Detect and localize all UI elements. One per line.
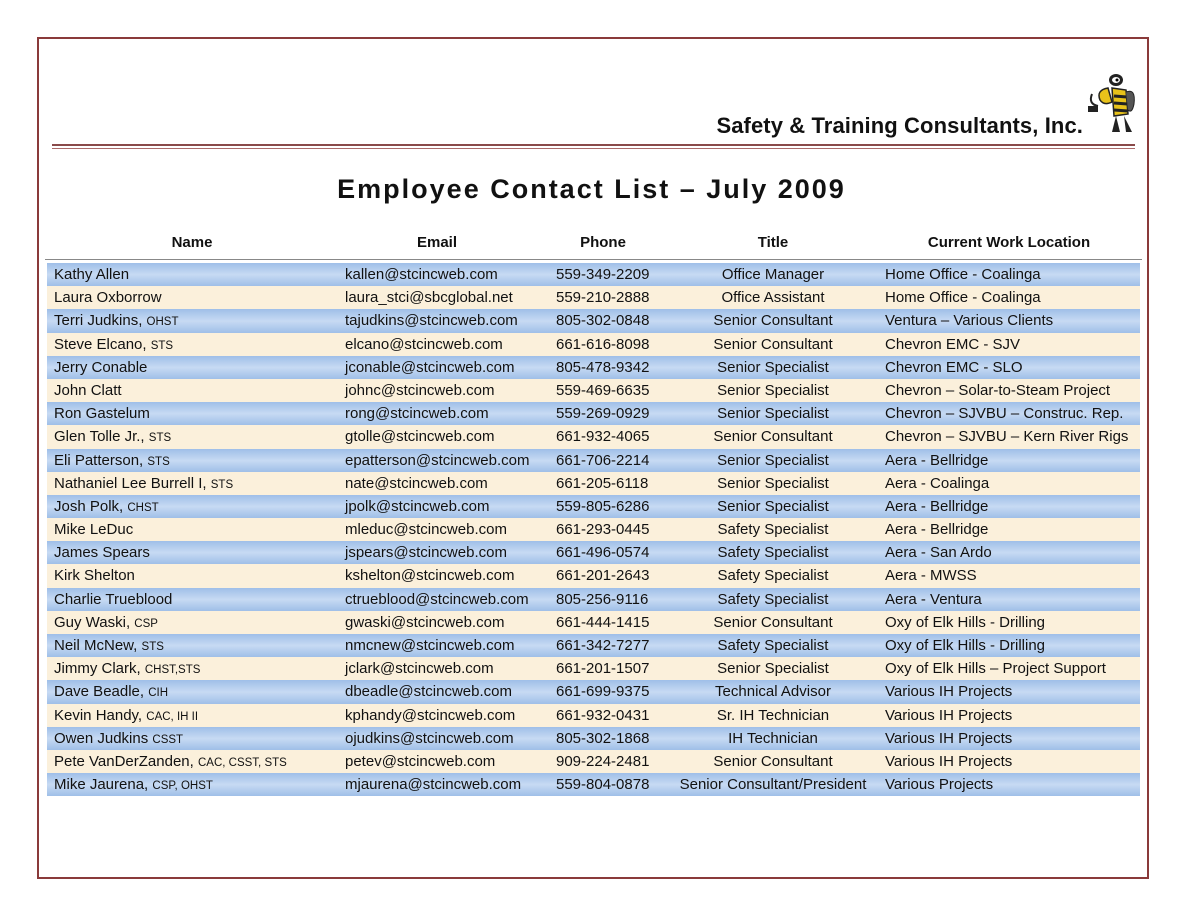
employee-phone: 661-496-0574 [556, 544, 650, 562]
employee-title: Safety Specialist [717, 521, 829, 539]
employee-location: Oxy of Elk Hills - Drilling [885, 613, 1046, 631]
employee-name-text: Ron Gastelum [54, 405, 150, 423]
employee-email: nate@stcincweb.com [345, 474, 488, 492]
employee-email: nmcnew@stcincweb.com [345, 637, 515, 654]
employee-name-text: Steve Elcano, [54, 335, 151, 353]
employee-credentials: CAC, CSST, STS [197, 756, 287, 769]
table-row [47, 773, 1140, 796]
employee-title: Safety Specialist [717, 567, 829, 585]
employee-location: Chevron – SJVBU – Construc. Rep. [885, 405, 1124, 423]
employee-credentials: CSP, OHST [152, 780, 213, 793]
employee-name [54, 773, 213, 798]
employee-name [54, 541, 150, 566]
employee-phone: 559-210-2888 [556, 289, 650, 307]
employee-title: Senior Specialist [717, 358, 829, 376]
employee-phone: 661-444-1415 [556, 613, 650, 631]
column-headers [47, 234, 1140, 254]
employee-location: Various Projects [885, 776, 994, 794]
employee-name [54, 449, 170, 474]
employee-credentials: STS [148, 432, 172, 445]
table-row [47, 611, 1140, 634]
employee-name [54, 286, 162, 311]
employee-credentials: CHST,STS [144, 664, 201, 677]
employee-location: Aera - Coalinga [885, 474, 990, 492]
employee-credentials: CHST [127, 501, 159, 514]
employee-credentials: STS [210, 478, 234, 491]
employee-name [54, 750, 287, 775]
employee-phone: 805-302-1868 [556, 729, 650, 747]
table-row [47, 472, 1140, 495]
employee-phone: 661-205-6118 [556, 474, 649, 492]
employee-table [47, 263, 1140, 796]
table-row [47, 356, 1140, 379]
table-row [47, 588, 1140, 611]
employee-email: jspears@stcincweb.com [345, 544, 507, 562]
employee-email: jpolk@stcincweb.com [345, 497, 490, 515]
employee-name-text: Jimmy Clark, [54, 660, 145, 678]
employee-name [54, 472, 233, 497]
employee-phone: 661-706-2214 [556, 451, 650, 469]
employee-title: Office Manager [721, 266, 825, 283]
table-row [47, 564, 1140, 587]
employee-email: kallen@stcincweb.com [345, 266, 498, 283]
employee-name-text: Josh Polk, [54, 497, 128, 515]
employee-name [54, 518, 133, 543]
employee-name [54, 379, 122, 404]
table-row [47, 634, 1140, 657]
employee-email: jconable@stcincweb.com [345, 358, 515, 376]
employee-title: IH Technician [728, 729, 818, 747]
employee-name [54, 634, 164, 659]
employee-phone: 559-805-6286 [556, 497, 650, 515]
employee-phone: 559-349-2209 [556, 266, 650, 283]
employee-email: kshelton@stcincweb.com [345, 567, 515, 585]
employee-credentials: CSST [152, 733, 184, 746]
employee-name [54, 333, 173, 358]
employee-name [54, 611, 158, 636]
header-rule-top [52, 144, 1135, 146]
employee-title: Senior Consultant [713, 752, 833, 770]
employee-email: epatterson@stcincweb.com [345, 451, 530, 469]
table-row [47, 286, 1140, 309]
header-divider [45, 259, 1142, 260]
employee-email: gwaski@stcincweb.com [345, 613, 505, 631]
employee-title: Senior Specialist [717, 381, 829, 399]
employee-phone: 661-699-9375 [556, 683, 650, 701]
employee-location: Various IH Projects [885, 683, 1013, 701]
employee-name [54, 495, 159, 520]
employee-phone: 805-302-0848 [556, 312, 650, 330]
employee-email: johnc@stcincweb.com [345, 381, 495, 399]
header-phone: Phone [580, 234, 626, 251]
employee-location: Home Office - Coalinga [885, 266, 1041, 283]
employee-name [54, 727, 183, 752]
employee-name-text: Jerry Conable [54, 358, 148, 376]
employee-phone: 661-616-8098 [556, 335, 650, 353]
employee-credentials: CAC, IH II [146, 710, 199, 723]
employee-phone: 559-804-0878 [556, 776, 650, 794]
table-row [47, 750, 1140, 773]
employee-email: laura_stci@sbcglobal.net [345, 289, 513, 307]
employee-location: Aera - Ventura [885, 590, 982, 608]
table-row [47, 657, 1140, 680]
employee-title: Senior Consultant [713, 428, 833, 446]
employee-phone: 661-293-0445 [556, 521, 650, 539]
employee-name-text: Dave Beadle, [54, 683, 149, 701]
header-email: Email [416, 234, 458, 251]
employee-title: Senior Specialist [717, 451, 829, 469]
employee-phone: 661-201-1507 [556, 660, 650, 678]
employee-credentials: STS [150, 339, 174, 352]
employee-title: Senior Specialist [717, 405, 829, 423]
company-name: Safety & Training Consultants, Inc. [716, 113, 1083, 138]
employee-location: Various IH Projects [885, 729, 1013, 747]
employee-name [54, 402, 150, 427]
employee-name [54, 704, 198, 729]
table-row [47, 309, 1140, 332]
employee-phone: 661-201-2643 [556, 567, 650, 585]
employee-email: jclark@stcincweb.com [345, 660, 494, 678]
employee-name-text: Glen Tolle Jr., [54, 428, 149, 446]
employee-phone: 909-224-2481 [556, 752, 650, 770]
employee-email: mjaurena@stcincweb.com [345, 776, 522, 794]
employee-email: kphandy@stcincweb.com [345, 706, 516, 724]
employee-credentials: STS [147, 455, 170, 468]
employee-name-text: Nathaniel Lee Burrell I, [54, 474, 211, 492]
employee-location: Oxy of Elk Hills – Project Support [885, 660, 1106, 678]
employee-title: Senior Consultant [713, 312, 833, 330]
document-title: Employee Contact List – July 2009 [337, 174, 846, 204]
table-row [47, 541, 1140, 564]
employee-location: Ventura – Various Clients [885, 312, 1054, 330]
employee-name-text: Mike Jaurena, [54, 776, 153, 794]
table-row [47, 425, 1140, 448]
employee-phone: 805-478-9342 [556, 358, 650, 376]
employee-title: Sr. IH Technician [716, 706, 830, 724]
employee-name-text: Kathy Allen [54, 266, 130, 283]
employee-email: gtolle@stcincweb.com [345, 428, 495, 446]
table-row [47, 263, 1140, 286]
employee-name [54, 309, 178, 334]
employee-name [54, 263, 129, 288]
bee-mascot-logo [1086, 70, 1136, 136]
employee-location: Aera - Bellridge [885, 451, 989, 469]
employee-name-text: Eli Patterson, [54, 451, 148, 469]
employee-email: elcano@stcincweb.com [345, 335, 503, 353]
employee-title: Safety Specialist [717, 590, 829, 608]
employee-title: Senior Consultant/President [679, 776, 867, 794]
employee-email: ojudkins@stcincweb.com [345, 729, 514, 747]
employee-name-text: John Clatt [54, 381, 122, 399]
employee-location: Aera - MWSS [885, 567, 977, 585]
employee-phone: 805-256-9116 [556, 590, 649, 608]
employee-email: tajudkins@stcincweb.com [345, 312, 518, 330]
employee-location: Aera - Bellridge [885, 521, 989, 539]
table-row [47, 379, 1140, 402]
employee-location: Chevron – Solar-to-Steam Project [885, 381, 1111, 399]
employee-title: Safety Specialist [717, 544, 829, 562]
table-row [47, 680, 1140, 703]
employee-email: mleduc@stcincweb.com [345, 521, 507, 539]
employee-name-text: Mike LeDuc [54, 521, 134, 539]
employee-name-text: Kirk Shelton [54, 567, 135, 585]
employee-location: Various IH Projects [885, 706, 1013, 724]
employee-phone: 661-932-4065 [556, 428, 650, 446]
employee-name [54, 425, 171, 450]
employee-name [54, 356, 147, 381]
employee-name [54, 680, 168, 705]
table-row [47, 402, 1140, 425]
employee-title: Senior Specialist [717, 497, 829, 515]
table-row [47, 727, 1140, 750]
employee-title: Technical Advisor [715, 683, 831, 701]
header-location: Current Work Location [927, 234, 1091, 251]
table-row [47, 449, 1140, 472]
employee-name [54, 564, 135, 589]
employee-credentials: OHST [146, 316, 179, 329]
employee-name-text: Charlie Trueblood [54, 590, 173, 608]
employee-credentials: CIH [148, 687, 169, 700]
employee-title: Senior Specialist [717, 474, 829, 492]
employee-name [54, 657, 200, 682]
employee-name-text: Owen Judkins [54, 729, 153, 747]
employee-email: rong@stcincweb.com [345, 405, 489, 423]
employee-email: dbeadle@stcincweb.com [345, 683, 512, 701]
employee-credentials: CSP [134, 617, 158, 630]
employee-title: Senior Specialist [717, 660, 829, 678]
employee-location: Chevron EMC - SJV [885, 335, 1021, 353]
header-name: Name [171, 234, 213, 251]
employee-title: Senior Consultant [713, 335, 833, 353]
employee-name-text: Neil McNew, [54, 637, 142, 654]
table-row [47, 518, 1140, 541]
employee-name-text: Laura Oxborrow [54, 289, 162, 307]
employee-phone: 661-932-0431 [556, 706, 650, 724]
table-row [47, 495, 1140, 518]
employee-location: Chevron EMC - SLO [885, 358, 1023, 376]
employee-location: Oxy of Elk Hills - Drilling [885, 637, 1046, 654]
employee-email: ctrueblood@stcincweb.com [345, 590, 529, 608]
employee-phone: 559-269-0929 [556, 405, 650, 423]
employee-title: Office Assistant [721, 289, 825, 307]
employee-location: Aera - San Ardo [885, 544, 992, 562]
employee-name-text: James Spears [54, 544, 150, 562]
employee-location: Aera - Bellridge [885, 497, 989, 515]
employee-email: petev@stcincweb.com [345, 752, 496, 770]
header-rule-bottom [52, 148, 1135, 149]
employee-title: Senior Consultant [713, 613, 833, 631]
table-row [47, 704, 1140, 727]
employee-location: Various IH Projects [885, 752, 1013, 770]
employee-name-text: Guy Waski, [54, 613, 135, 631]
employee-location: Chevron – SJVBU – Kern River Rigs [885, 428, 1129, 446]
employee-name-text: Kevin Handy, [54, 706, 147, 724]
table-row [47, 333, 1140, 356]
employee-name-text: Pete VanDerZanden, [54, 752, 198, 770]
employee-title: Safety Specialist [717, 637, 829, 654]
employee-phone: 559-469-6635 [556, 381, 650, 399]
header-title: Title [757, 234, 789, 251]
employee-name-text: Terri Judkins, [54, 312, 147, 330]
employee-phone: 661-342-7277 [556, 637, 650, 654]
employee-credentials: STS [141, 641, 164, 653]
employee-name [54, 588, 172, 613]
employee-location: Home Office - Coalinga [885, 289, 1041, 307]
